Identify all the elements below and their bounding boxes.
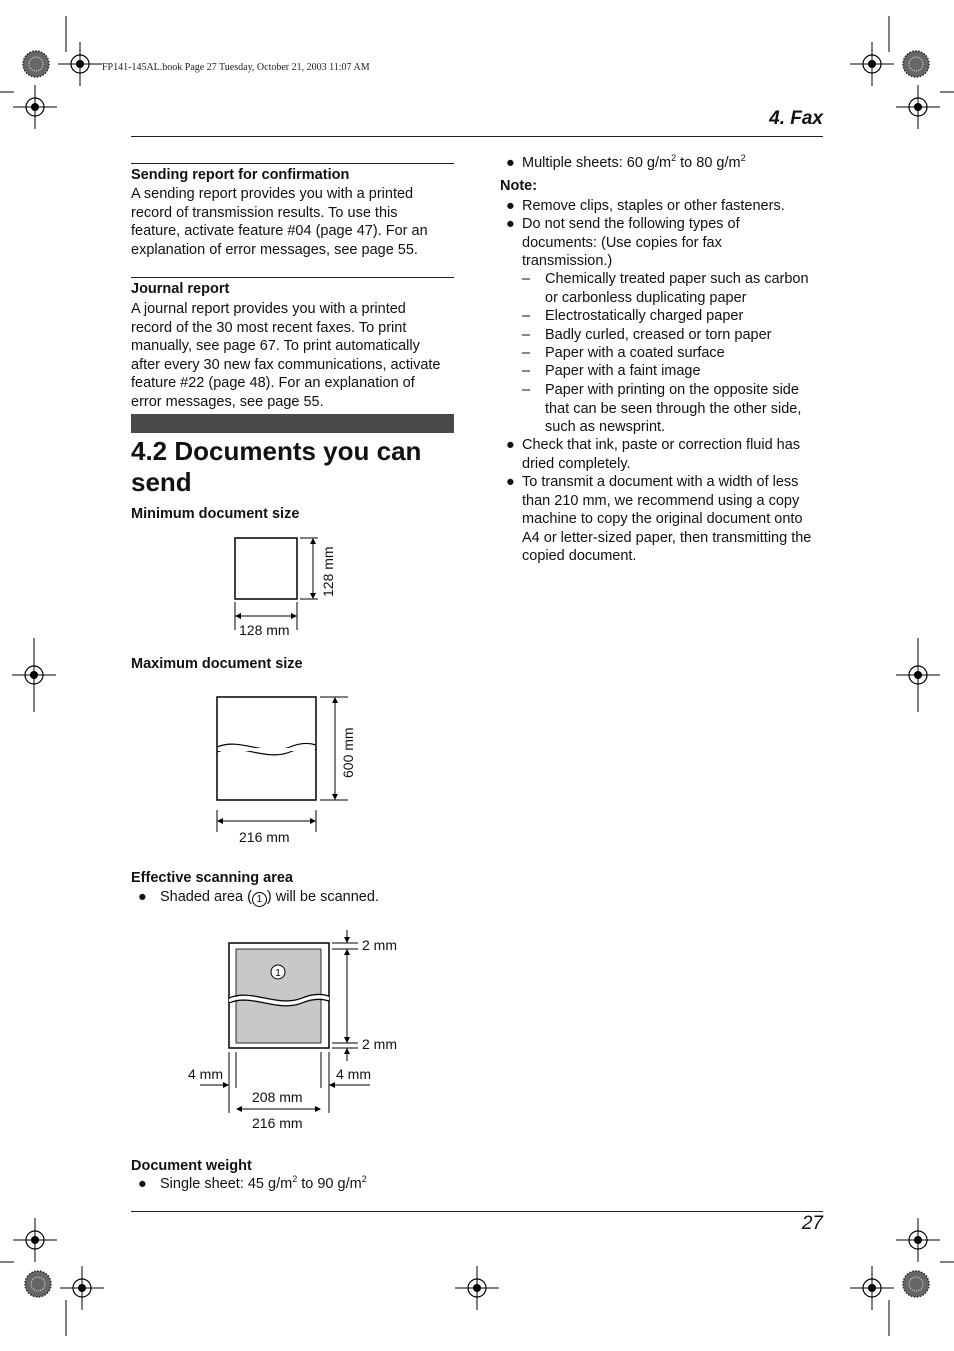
min-height-label: 128 mm bbox=[320, 546, 336, 597]
scan-area-title: Effective scanning area bbox=[131, 870, 293, 886]
section-rule bbox=[131, 277, 454, 278]
sending-report-text: A sending report provides you with a printed record of transmission results. To use this feature, activate feature #04 (page 47). For an explanation of error messages, see page 55. bbox=[131, 186, 428, 258]
right-margin-label: 4 mm bbox=[336, 1066, 371, 1082]
max-size-title: Maximum document size bbox=[131, 656, 303, 672]
max-width-label: 216 mm bbox=[239, 829, 290, 845]
page-number: 27 bbox=[801, 1213, 823, 1234]
circled-number-icon: 1 bbox=[252, 892, 267, 907]
left-margin-label: 4 mm bbox=[188, 1066, 223, 1082]
note-label: Note: bbox=[500, 178, 538, 194]
outer-width-label: 216 mm bbox=[252, 1115, 303, 1131]
weight-title: Document weight bbox=[131, 1158, 252, 1174]
journal-report-text: A journal report provides you with a printed record of the 30 most recent faxes. To print manually, see page 67. To print automatically after every 30 new fax communications, activate feature #22 (page 48). For an explanation of error messages, see page 55. bbox=[131, 301, 441, 410]
inner-width-label: 208 mm bbox=[252, 1089, 303, 1105]
print-slug: FP141-145AL.book Page 27 Tuesday, October 21, 2003 11:07 AM bbox=[102, 62, 370, 73]
journal-report-title: Journal report bbox=[131, 281, 230, 297]
svg-text:1: 1 bbox=[275, 968, 281, 979]
sending-report-title: Sending report for confirmation bbox=[131, 167, 350, 183]
section-rule bbox=[131, 163, 454, 164]
scan-area-diagram bbox=[180, 928, 420, 1138]
section-bar bbox=[131, 414, 454, 433]
footer-rule bbox=[131, 1211, 823, 1212]
min-size-title: Minimum document size bbox=[131, 506, 300, 522]
chapter-title: 4. Fax bbox=[769, 108, 823, 129]
section-title: 4.2 Documents you can send bbox=[131, 436, 422, 497]
bottom-margin-label: 2 mm bbox=[362, 1036, 397, 1052]
header-rule bbox=[131, 136, 823, 137]
min-width-label: 128 mm bbox=[239, 622, 290, 638]
top-margin-label: 2 mm bbox=[362, 937, 397, 953]
max-height-label: 600 mm bbox=[340, 727, 356, 778]
